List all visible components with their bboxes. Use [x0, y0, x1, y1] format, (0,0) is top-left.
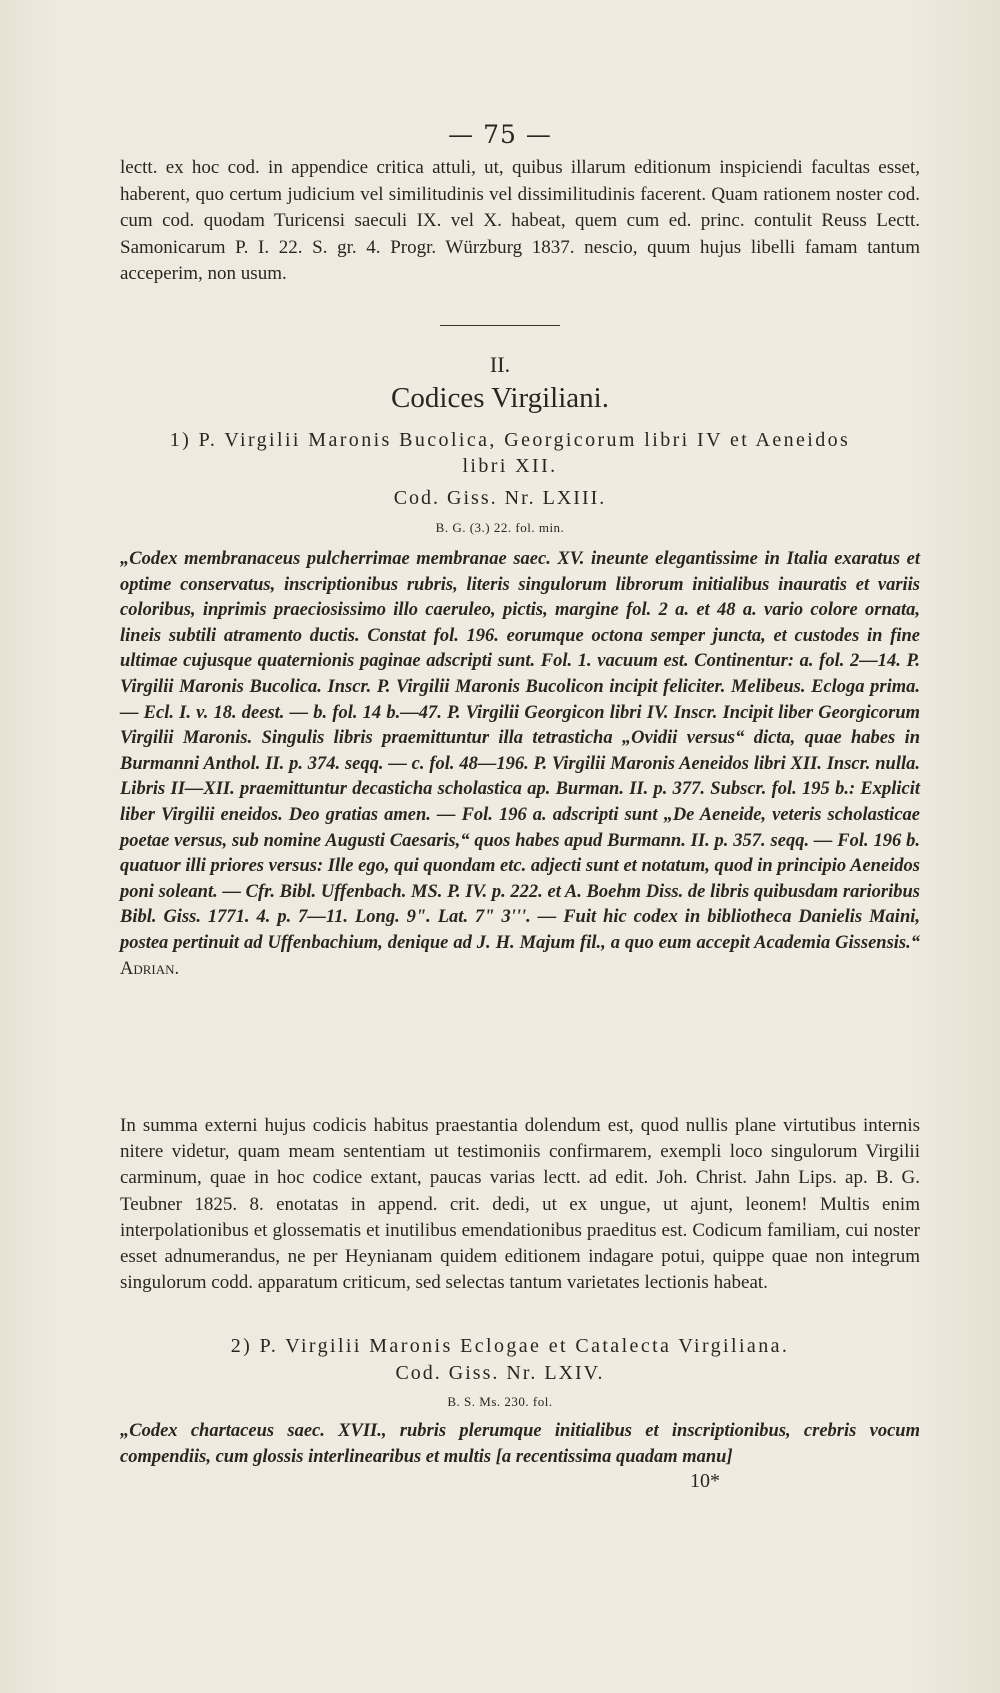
section-divider: [440, 325, 560, 326]
entry1-description-text: „Codex membranaceus pulcherrimae membranae saec. XV. ineunte elegantissime in Italia exaratus et optime conservatus, inscriptionibus rubris, literis singulorum librorum initialibus inauratis et variis coloribus, inprimis praeciosissimo illo caeruleo, pictis, margine fol. 2 a. et 48 a. vario colore ornata, lineis subtili atramento ductis. Constat fol. 196. eorumque octona semper juncta, et custodes in fine ultimae cujusque quaternionis paginae adscripti sunt. Fol. 1. vacuum est. Continentur: a. fol. 2—14. P. Virgilii Maronis Bucolica. Inscr. P. Virgilii Maronis Bucolicon incipit feliciter. Melibeus. Ecloga prima. — Ecl. I. v. 18. deest. — b. fol. 14 b.—47. P. Virgilii Georgicon libri IV. Inscr. Incipit liber Georgicorum Virgilii Maronis. Singulis libris praemittuntur illa tetrasticha „Ovidii versus“ dicta, quae habes in Burmanni Anthol. II. p. 374. seqq. — c. fol. 48—196. P. Virgilii Maronis Aeneidos libri XII. Inscr. nulla. Libris II—XII. praemittuntur decasticha scholastica ap. Burman. II. p. 377. Subscr. fol. 195 b.: Explicit liber Virgilii eneidos. Deo gratias amen. — Fol. 196 a. adscripti sunt „De Aeneide, veteris scholasticae poetae versus, sub nomine Augusti Caesaris,“ quos habes apud Burmann. II. p. 357. seqq. — Fol. 196 b. quatuor illi priores versus: Ille ego, qui quondam etc. adjecti sunt et notatum, quod in principio Aeneidos poni soleant. — Cfr. Bibl. Uffenbach. MS. P. IV. p. 222. et A. Boehm Diss. de libris quibusdam rarioribus Bibl. Giss. 1771. 4. p. 7—11. Long. 9". Lat. 7" 3'''. — Fuit hic codex in bibliotheca Danielis Maini, postea pertinuit ad Uffenbachium, denique ad J. H. Majum fil., a quo eum accepit Academia Gissensis.“: [120, 549, 920, 953]
entry2-title: 2) P. Virgilii Maronis Eclogae et Catalecta Virgiliana.: [230, 1335, 790, 1357]
body-text: In summa externi hujus codicis habitus praestantia dolendum est, quod nullis plane virtutibus internis nitere videtur, quam meam sententiam ut testimoniis confirmarem, exempli loco singulorum Virgilii carminum, quae in hoc codice extant, paucas varias lectt. ad edit. Joh. Christ. Jahn Lips. ap. B. G. Teubner 1825. 8. enotatas in append. crit. dedi, ut ex ungue, ut ajunt, leonem! Multis enim interpolationibus et glossematis et inutilibus emendationibus praeditus est. Codicum familiam, cui noster esset adnumerandus, ne per Heynianam quidem editionem indagare potui, quippe quae non integrum singulorum codd. apparatum criticum, sed selectas tantum varietates lectionis habeat.: [120, 1115, 920, 1294]
entry2-description-text: „Codex chartaceus saec. XVII., rubris plerumque initialibus et inscriptionibus, crebris vocum compendiis, cum glossis interlinearibus et multis [a recentissima quadam manu]: [120, 1421, 920, 1467]
entry1-author: Adrian.: [120, 958, 180, 979]
entry1-title-line2: libri XII.: [462, 455, 558, 477]
entry1-codex: Cod. Giss. Nr. LXIII.: [393, 487, 607, 509]
entry1-title: [95, 427, 925, 479]
entry2-codex: Cod. Giss. Nr. LXIV.: [395, 1362, 605, 1384]
entry1-description: [120, 547, 920, 982]
intro-paragraph: [120, 155, 920, 288]
body-paragraph: [120, 1113, 920, 1296]
signature-mark: 10*: [690, 1470, 720, 1492]
page-number: — 75 —: [448, 120, 552, 149]
section-number: II.: [489, 352, 511, 377]
entry1-title-line1: 1) P. Virgilii Maronis Bucolica, Georgicorum libri IV et Aeneidos: [169, 429, 851, 451]
entry2-shelfmark: B. S. Ms. 230. fol.: [447, 1394, 553, 1409]
entry2-description: [120, 1418, 920, 1470]
section-title: Codices Virgiliani.: [391, 382, 609, 414]
entry1-shelfmark: B. G. (3.) 22. fol. min.: [435, 520, 565, 535]
intro-text: lectt. ex hoc cod. in appendice critica attuli, ut, quibus illarum editionum inspiciendi facultas esset, haberent, quo certum judicium vel similitudinis vel dissimilitudinis facerent. Quam rationem noster cod. cum cod. quodam Turicensi saeculi IX. vel X. habeat, quem cum ed. princ. contulit Reuss Lectt. Samonicarum P. I. 22. S. gr. 4. Progr. Würzburg 1837. nescio, quum hujus libelli famam tantum acceperim, non usum.: [120, 157, 920, 284]
